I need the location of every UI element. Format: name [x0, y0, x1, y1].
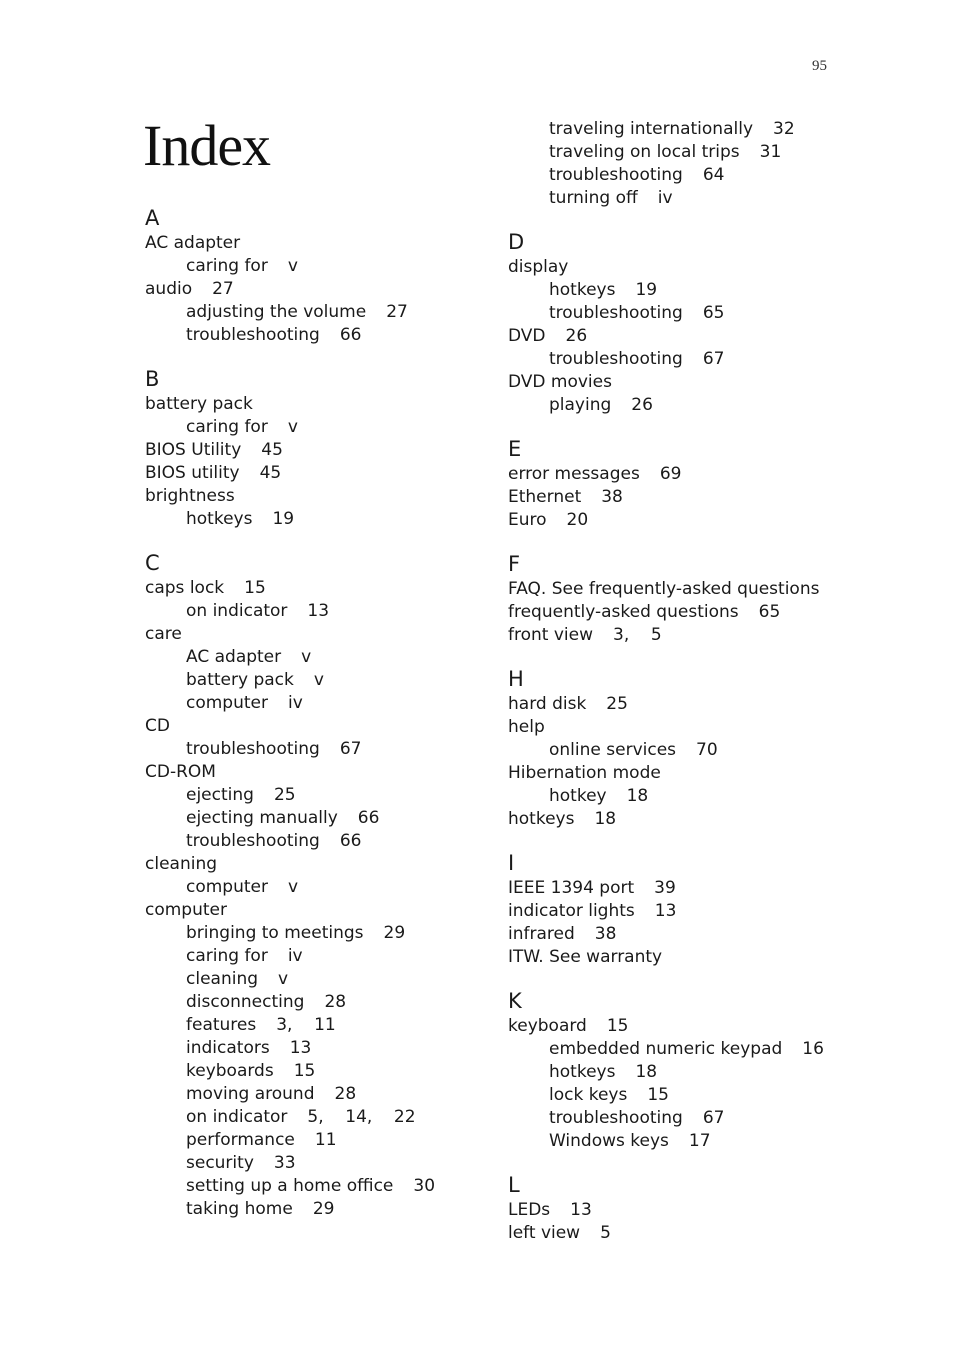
entry-term: troubleshooting — [549, 165, 683, 185]
entry-term: IEEE 1394 port — [508, 878, 635, 898]
entry-term: audio — [145, 279, 193, 299]
index-subentry — [508, 394, 928, 417]
entry-term: performance — [186, 1130, 295, 1150]
entry-page-ref: 65 — [702, 303, 725, 323]
entry-page-ref: 18 — [626, 786, 649, 806]
index-entry — [508, 1222, 928, 1245]
index-subentry — [145, 600, 535, 623]
index-subentry — [145, 1175, 535, 1198]
entry-page-ref: iv — [288, 693, 303, 713]
section-letter: F — [508, 552, 521, 576]
index-column-right — [508, 118, 928, 1245]
index-entry — [508, 601, 928, 624]
entry-term: DVD — [508, 326, 546, 346]
index-subentry — [508, 164, 928, 187]
index-entry — [508, 509, 928, 532]
entry-term: ITW. See warranty — [508, 947, 663, 967]
index-entry — [145, 899, 535, 922]
entry-page-ref: 11 — [314, 1130, 337, 1150]
entry-page-ref: 45 — [259, 463, 282, 483]
index-subentry — [145, 807, 535, 830]
section-letter: I — [508, 851, 515, 875]
index-subentry — [145, 945, 535, 968]
entry-page-ref: 65 — [758, 602, 781, 622]
section-letter: E — [508, 437, 522, 461]
section-letter: K — [508, 989, 522, 1013]
index-subentry — [145, 876, 535, 899]
entry-term: troubleshooting — [186, 831, 320, 851]
index-entry — [508, 325, 928, 348]
index-entry — [508, 1015, 928, 1038]
entry-page-ref: 32 — [773, 119, 795, 139]
entry-page-ref: 15 — [606, 1016, 629, 1036]
entry-page-ref: v — [287, 417, 298, 437]
entry-page-ref: 27 — [212, 279, 234, 299]
index-entry — [508, 900, 928, 923]
entry-page-ref: 69 — [659, 464, 682, 484]
entry-term: cleaning — [145, 854, 218, 874]
entry-page-ref: 45 — [261, 440, 283, 460]
entry-page-ref: 38 — [601, 487, 623, 507]
index-entry — [145, 439, 535, 462]
entry-page-ref: iv — [287, 946, 303, 966]
entry-page-ref: 15 — [293, 1061, 316, 1081]
entry-term: keyboards — [186, 1061, 274, 1081]
entry-term: hotkey — [549, 786, 607, 806]
index-entry — [145, 761, 535, 784]
index-entry — [508, 371, 928, 394]
entry-page-ref: 15 — [244, 578, 266, 598]
entry-term: ejecting manually — [186, 808, 338, 828]
index-subentry — [508, 1038, 928, 1061]
entry-term: display — [508, 257, 569, 277]
entry-page-ref: 16 — [802, 1039, 824, 1059]
index-subentry — [145, 301, 535, 324]
index-entry — [508, 486, 928, 509]
index-subentry — [508, 1130, 928, 1153]
entry-term: frequently-asked questions — [508, 602, 739, 622]
section-letter: D — [508, 230, 525, 254]
index-subentry — [145, 968, 535, 991]
entry-term: brightness — [145, 486, 235, 506]
entry-term: moving around — [186, 1084, 315, 1104]
index-entry — [508, 693, 928, 716]
entry-term: LEDs — [508, 1200, 551, 1220]
index-subentry — [145, 784, 535, 807]
entry-page-ref: 19 — [272, 509, 295, 529]
index-entry — [508, 716, 928, 739]
entry-term: adjusting the volume — [186, 302, 367, 322]
entry-term: traveling on local trips — [549, 142, 740, 162]
entry-term: features — [186, 1015, 257, 1035]
index-subentry — [145, 1198, 535, 1221]
entry-page-ref: 5 — [600, 1223, 611, 1243]
entry-term: DVD movies — [508, 372, 612, 392]
entry-page-ref: 3, 11 — [276, 1015, 336, 1035]
index-subentry — [145, 922, 535, 945]
entry-page-ref: 20 — [566, 510, 589, 530]
entry-page-ref: 18 — [594, 809, 617, 829]
index-subentry — [145, 1152, 535, 1175]
entry-page-ref: 15 — [647, 1085, 669, 1105]
entry-page-ref: v — [301, 647, 312, 667]
entry-term: left view — [508, 1223, 581, 1243]
entry-page-ref: 29 — [383, 923, 406, 943]
index-entry — [508, 256, 928, 279]
index-subentry — [145, 1014, 535, 1037]
entry-term: turning off — [549, 188, 638, 208]
entry-term: error messages — [508, 464, 640, 484]
entry-term: online services — [549, 740, 677, 760]
entry-page-ref: 64 — [702, 165, 725, 185]
entry-term: BIOS Utility — [145, 440, 242, 460]
index-subentry — [508, 785, 928, 808]
index-subentry — [145, 416, 535, 439]
entry-page-ref: 66 — [339, 831, 362, 851]
index-subentry — [145, 991, 535, 1014]
entry-page-ref: 67 — [702, 1108, 725, 1128]
entry-term: caring for — [186, 946, 268, 966]
entry-page-ref: 25 — [273, 785, 296, 805]
entry-term: CD-ROM — [145, 762, 216, 782]
index-entry — [145, 232, 535, 255]
entry-term: CD — [145, 716, 170, 736]
entry-term: on indicator — [186, 1107, 288, 1127]
entry-term: hotkeys — [508, 809, 575, 829]
entry-term: ejecting — [186, 785, 254, 805]
index-entry — [145, 278, 535, 301]
entry-page-ref: 13 — [570, 1200, 592, 1220]
index-entry — [508, 578, 928, 601]
entry-term: troubleshooting — [186, 739, 320, 759]
entry-page-ref: 13 — [289, 1038, 312, 1058]
entry-term: disconnecting — [186, 992, 305, 1012]
entry-term: AC adapter — [186, 647, 282, 667]
index-entry — [508, 877, 928, 900]
entry-term: hotkeys — [186, 509, 253, 529]
index-subentry — [508, 1061, 928, 1084]
index-subentry — [145, 1129, 535, 1152]
index-subentry — [508, 279, 928, 302]
entry-page-ref: iv — [657, 188, 673, 208]
index-subentry — [145, 1037, 535, 1060]
entry-term: FAQ. See frequently-asked questions — [508, 579, 820, 599]
entry-term: infrared — [508, 924, 575, 944]
index-subentry — [508, 348, 928, 371]
entry-page-ref: 27 — [386, 302, 408, 322]
entry-term: caps lock — [145, 578, 225, 598]
entry-page-ref: 38 — [594, 924, 617, 944]
entry-page-ref: 66 — [357, 808, 380, 828]
index-column-left — [145, 204, 535, 1221]
entry-term: battery pack — [186, 670, 294, 690]
index-entry — [508, 946, 928, 969]
index-entry — [145, 485, 535, 508]
section-letter: A — [145, 206, 160, 230]
entry-page-ref: 25 — [606, 694, 628, 714]
index-entry — [508, 808, 928, 831]
entry-page-ref: 17 — [688, 1131, 711, 1151]
entry-term: Euro — [508, 510, 547, 530]
entry-term: AC adapter — [145, 233, 241, 253]
entry-term: Ethernet — [508, 487, 582, 507]
entry-term: hotkeys — [549, 1062, 616, 1082]
entry-term: troubleshooting — [549, 349, 683, 369]
index-subentry — [145, 830, 535, 853]
index-subentry — [508, 739, 928, 762]
index-subentry — [145, 646, 535, 669]
entry-term: cleaning — [186, 969, 259, 989]
entry-page-ref: 67 — [339, 739, 362, 759]
entry-term: Windows keys — [549, 1131, 669, 1151]
entry-term: setting up a home office — [186, 1176, 394, 1196]
entry-term: playing — [549, 395, 612, 415]
entry-page-ref: 30 — [413, 1176, 436, 1196]
entry-term: on indicator — [186, 601, 288, 621]
entry-page-ref: 67 — [702, 349, 725, 369]
entry-term: computer — [186, 877, 268, 897]
entry-page-ref: 3, 5 — [613, 625, 662, 645]
entry-page-ref: 28 — [334, 1084, 357, 1104]
entry-page-ref: 26 — [631, 395, 653, 415]
index-subentry — [145, 1106, 535, 1129]
index-entry — [508, 1199, 928, 1222]
entry-term: care — [145, 624, 182, 644]
entry-term: computer — [186, 693, 268, 713]
section-letter: C — [145, 551, 160, 575]
entry-page-ref: 19 — [635, 280, 658, 300]
entry-term: caring for — [186, 256, 268, 276]
page-title: Index — [143, 113, 271, 178]
index-subentry — [145, 669, 535, 692]
entry-page-ref: 5, 14, 22 — [307, 1107, 416, 1127]
entry-page-ref: 28 — [324, 992, 347, 1012]
index-subentry — [508, 1084, 928, 1107]
entry-term: BIOS utility — [145, 463, 240, 483]
index-subentry — [145, 1060, 535, 1083]
index-entry — [145, 853, 535, 876]
entry-term: bringing to meetings — [186, 923, 364, 943]
section-letter: B — [145, 367, 160, 391]
entry-term: troubleshooting — [549, 303, 683, 323]
index-subentry — [508, 187, 928, 210]
index-subentry — [145, 692, 535, 715]
entry-page-ref: v — [313, 670, 324, 690]
entry-page-ref: 18 — [635, 1062, 658, 1082]
index-entry — [145, 462, 535, 485]
entry-term: keyboard — [508, 1016, 587, 1036]
entry-page-ref: 66 — [339, 325, 362, 345]
entry-page-ref: 13 — [307, 601, 330, 621]
page-number: 95 — [812, 58, 827, 74]
entry-term: indicators — [186, 1038, 270, 1058]
entry-term: lock keys — [549, 1085, 628, 1105]
entry-page-ref: 26 — [565, 326, 588, 346]
entry-term: battery pack — [145, 394, 253, 414]
section-letter: L — [508, 1173, 520, 1197]
index-entry — [145, 623, 535, 646]
index-entry — [508, 463, 928, 486]
index-entry — [508, 762, 928, 785]
entry-term: computer — [145, 900, 227, 920]
index-entry — [145, 393, 535, 416]
entry-page-ref: 29 — [312, 1199, 335, 1219]
entry-page-ref: 31 — [759, 142, 782, 162]
entry-term: troubleshooting — [549, 1108, 683, 1128]
section-letter: H — [508, 667, 524, 691]
entry-term: hotkeys — [549, 280, 616, 300]
entry-page-ref: 33 — [273, 1153, 296, 1173]
entry-term: Hibernation mode — [508, 763, 661, 783]
index-entry — [508, 923, 928, 946]
index-subentry — [508, 141, 928, 164]
index-subentry — [508, 118, 928, 141]
entry-term: troubleshooting — [186, 325, 320, 345]
index-subentry — [508, 302, 928, 325]
entry-page-ref: 39 — [654, 878, 676, 898]
entry-page-ref: 70 — [696, 740, 718, 760]
entry-term: hard disk — [508, 694, 587, 714]
entry-term: caring for — [186, 417, 268, 437]
index-subentry — [145, 738, 535, 761]
index-entry — [145, 715, 535, 738]
index-subentry — [145, 324, 535, 347]
entry-page-ref: 13 — [654, 901, 677, 921]
entry-term: help — [508, 717, 545, 737]
entry-term: traveling internationally — [549, 119, 753, 139]
entry-term: security — [186, 1153, 254, 1173]
index-subentry — [145, 1083, 535, 1106]
index-subentry — [508, 1107, 928, 1130]
index-subentry — [145, 508, 535, 531]
index-subentry — [145, 255, 535, 278]
entry-page-ref: v — [288, 877, 299, 897]
entry-term: indicator lights — [508, 901, 635, 921]
entry-page-ref: v — [287, 256, 298, 276]
entry-term: front view — [508, 625, 593, 645]
index-entry — [508, 624, 928, 647]
entry-term: embedded numeric keypad — [549, 1039, 783, 1059]
entry-term: taking home — [186, 1199, 293, 1219]
index-entry — [145, 577, 535, 600]
entry-page-ref: v — [278, 969, 289, 989]
